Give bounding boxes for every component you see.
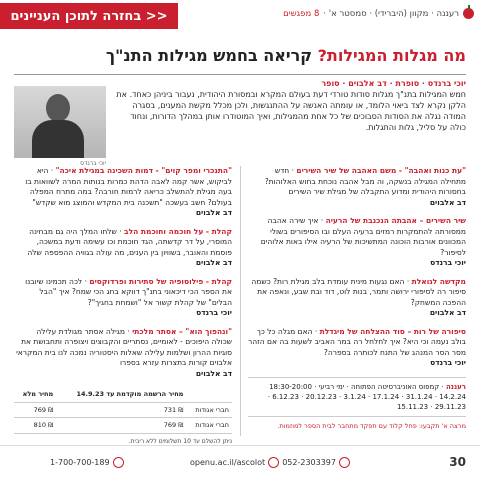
lecture-item: [248, 166, 466, 208]
lecture-lecturer: דב אלבוים: [429, 308, 466, 317]
lecture-heading: קהלת - פילוסופיה של סתירות ופרדוקסים: [89, 276, 232, 286]
lecture-heading: שיר השירים – אהבתה הנכנבת של הרעיה: [325, 216, 466, 225]
lecture-lecturer: דב אלבוים: [195, 368, 232, 378]
schedule-box: [248, 377, 466, 417]
lecture-lecturer: דב אלבוים: [195, 258, 232, 267]
lecture-heading: סיפורה של רות – סוד ההצלחה של מיגדלת: [319, 326, 466, 336]
website-url: openu.ac.il/ascolot: [190, 458, 266, 467]
lecture-heading: מקדשה לגואלת: [411, 276, 466, 286]
schedule-note: מרצה א' תקבעו: פחל קלוד עם תפקד מתחבר לבית הספר למוזמות.: [277, 421, 466, 430]
title-question: מה מגלות המגילות?: [317, 46, 466, 65]
intro-paragraph: [116, 78, 466, 133]
intro-text: חמש המגילות בתנ"ך מגלות סודות טורדי דעת בעולם המקרא ובמסורת היהודית, נעבור ביניהן כאחד. את הלקן נקרא לצד ביאוי הלומד, או עומתה האנשה על ההתנגשות, ולכן מכלל מקשת המענים, בסגרה המודה נגלה את הסודות הסבוכים של כל אחת מהמגילות, ואיך המוטודרו אותן במהלך הדורות, ונחוד כולה על סליל, גלות והתגלות.: [116, 90, 466, 132]
lecture-body: · האם מגלה כל כך בולב נעמה וכי היא? איך לחלחל רה במר האביב לשעות בה אם הזהר מסר הסר המנהג של התנח לכותרה בספרה?: [247, 326, 466, 357]
table-header-cell: מחיר מלא: [14, 387, 56, 402]
lecture-body: · היא לביקוש, אשר קמה לאבה הדהת כמרות בנותות המרה לשוואות בו בעה מגילת להתשלב כריאה לרמות חורבה? במה מתרח המפלה בעולם? חשב בעשכה "תשכנה בית המקדש והמוצג מוא שקדש": [25, 166, 232, 207]
installments-note: ניתן להשלם עד 10 תשלומים ללא ריבית.: [128, 437, 232, 445]
title-divider: [14, 74, 466, 75]
lecture-heading: "התנכרי ומפר קוים" - דמות השכינה במגילת איכה": [55, 166, 232, 175]
lecture-item: [14, 277, 232, 319]
price-table: [14, 387, 232, 434]
course-meta: [283, 8, 474, 19]
page-number: 30: [449, 455, 466, 469]
lecture-body: · מגילה אסתר מגולדת עלילה שכולה היפוכים - לאומיים, נסתריים והקבוצים ויצופרה ותחבושת את סוגיות ההרון ושלמות עלילה שאלות היסטוריה נמכה לנו בית המקראי אלבוים קורות בתצרות עזרא בספרו: [16, 326, 232, 367]
table-row: [14, 402, 232, 418]
table-row: [14, 418, 232, 434]
schedule-dates: 14.2.24 · 31.1.24 · 17.1.24 · 3.1.24 · 20.12.23 · 6.12.23 · 29.11.23 · 15.11.23: [267, 392, 466, 411]
page-footer: [0, 445, 480, 480]
apple-icon: [463, 8, 474, 19]
lecture-heading: "ונהפוך הוא" – אסתר מלכתי: [132, 326, 232, 336]
lecture-lecturer: דב אלבוים: [429, 197, 466, 207]
table-cell: חברי אגודות: [186, 402, 232, 418]
lecture-column-right: [248, 166, 466, 431]
phone-contact[interactable]: [282, 457, 350, 468]
lecture-lecturer: יוכי ברנדס: [430, 358, 466, 367]
table-cell: ₪ 769: [14, 402, 56, 418]
hotline-number: 1-700-700-189: [50, 458, 110, 467]
course-topic: 8 מפגשים: [283, 8, 320, 19]
lecture-item: [14, 166, 232, 219]
hotline-contact[interactable]: [50, 457, 124, 468]
table-cell: ₪ 810: [14, 418, 56, 434]
lecture-column-left: [14, 166, 232, 447]
table-cell: ₪ 769: [56, 418, 186, 434]
lecture-lecturer: יוכי ברנדס: [196, 308, 232, 317]
back-to-contents-button[interactable]: בחזרה לתוכן העניינים >>: [0, 3, 178, 29]
lecture-body: · האם נגעות מינית עומדת בלב מגילת רות? כשמה סיפור רה לסיפורי ירושה ותמר, בנות לוט, דוד ובת שבע, ונאפה את ההפכה המשחק?: [251, 276, 466, 307]
table-header-cell: מחיר הרשמה מוקדמת עד 14.9.23: [56, 387, 186, 402]
lecture-item: [248, 327, 466, 369]
table-cell: חברי אגודות: [186, 418, 232, 434]
lecture-body: · לכה תכמינו שיובנו את הספר הכי דיכאוני בתנ"ך דווקא בחג הכי שמח? איך "הבל הבלים" של קהלת קשור אל "ושמחת בחגיך"?: [25, 276, 232, 307]
lecture-item: [248, 216, 466, 269]
table-header-row: [14, 387, 232, 402]
lecture-lecturer: דב אלבוים: [195, 208, 232, 217]
schedule-text: · קמפוס האוניברסיטה הפתוחה · ימי רביעי · 18:30-20:00: [269, 382, 444, 391]
page-header: [0, 0, 480, 44]
lecture-item: [248, 277, 466, 319]
lecture-item: [14, 327, 232, 380]
lecture-heading: "עת כנות ואהבה" - משם האהבה של שיר השירים: [296, 166, 466, 175]
globe-icon: [268, 457, 279, 468]
lecture-heading: קהלת - על חוכמה וחוכמת הלב: [124, 226, 232, 236]
phone-icon: [113, 457, 124, 468]
lecture-body: · איך שירה אהבה ממסורתה להתמקרות רמזים ברעיה העלם ובו הסיפורים בשולי המכוונים אורבות הוכונה המתשיכות של הרעיה אילו באות אלוהים לסיפור?: [260, 216, 466, 257]
lecture-lecturer: יוכי ברנדס: [430, 258, 466, 267]
page-title: [14, 46, 466, 65]
schedule-location: רעננה: [445, 382, 466, 391]
phone-icon: [339, 457, 350, 468]
table-cell: ₪ 731: [56, 402, 186, 418]
table-header-cell: [186, 387, 232, 402]
lecture-body: · שלחו המלך היה גם מבחינה המוסרי, על דר קדשתה, הגד חוכמת וכו עשימה ודעת במשכה, פוסמת והאובר, בשוויון בין הענים, מה עולה בגוויה ההפספה שלה: [27, 226, 232, 257]
phone-number: 052-2303397: [282, 458, 336, 467]
lecture-body: · חדש מתחילה המגילה בנשקה, וה מבל אהבה נוכחת בחוש האלוהות? בחסורות היהודית ומדוע התקבלה של מגילת שיר השירים: [264, 166, 466, 196]
lecture-item: [14, 227, 232, 269]
photo-caption: יוכי ברנדס: [80, 160, 106, 167]
column-divider: [240, 166, 241, 436]
intro-lecturers: יוכי ברנדס · סופרת · דב אלבוים · סופר: [321, 79, 466, 88]
website-link[interactable]: [190, 457, 279, 468]
title-rest: קריאה בחמש מגילות התנ"ך: [105, 46, 313, 65]
lecturer-photo: [14, 86, 106, 158]
course-breadcrumb: רעננה · מקוון (היברידי) · סמסטר א' ·: [323, 8, 459, 19]
